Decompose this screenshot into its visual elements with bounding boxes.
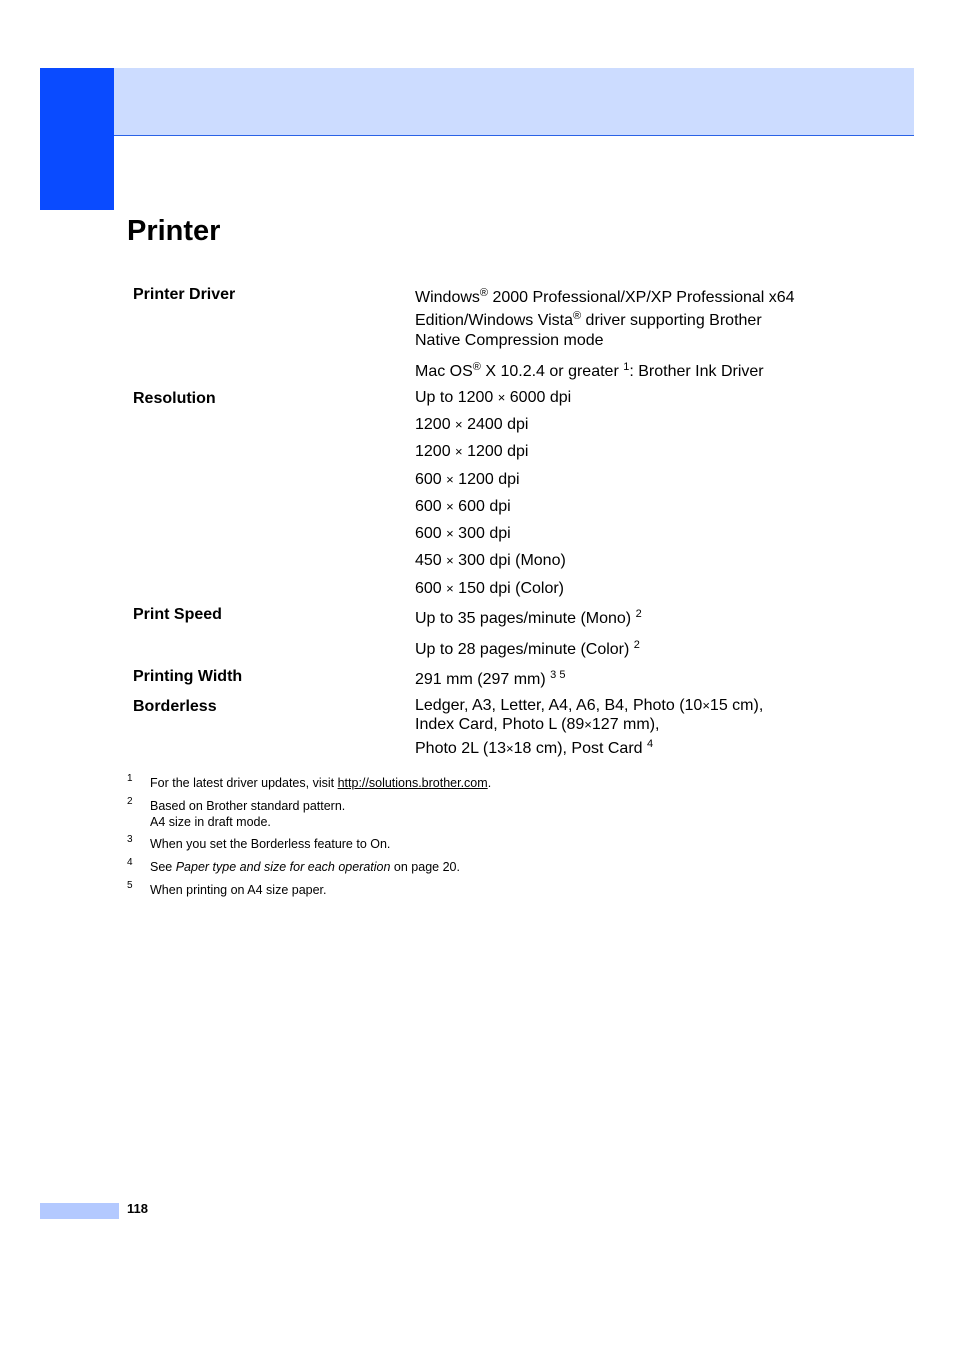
resolution-b: 300 dpi xyxy=(453,525,511,542)
footnote-2-line2: A4 size in draft mode. xyxy=(150,815,271,829)
footnote-ref: 4 xyxy=(647,738,654,750)
footnote-5: When printing on A4 size paper. xyxy=(150,883,327,897)
resolution-a: 600 xyxy=(415,498,447,515)
windows-versions-text: 2000 Professional/XP/XP Professional x64 xyxy=(488,289,795,306)
registered-mark: ® xyxy=(573,310,582,322)
resolution-row xyxy=(415,388,571,407)
page-title: Printer xyxy=(127,215,221,247)
borderless-text: 127 mm), xyxy=(591,716,660,733)
mac-driver-text: : Brother Ink Driver xyxy=(629,363,764,380)
footnote-text: on page 20. xyxy=(390,860,460,874)
resolution-b: 150 dpi (Color) xyxy=(453,580,565,597)
spec-label-printing-width: Printing Width xyxy=(133,668,243,685)
borderless-text: Photo 2L (13 xyxy=(415,740,507,757)
printer-driver-windows-line1 xyxy=(415,288,795,307)
times-sign: × xyxy=(446,472,454,487)
spec-label-resolution: Resolution xyxy=(133,390,216,407)
footnote-ref: 3 5 xyxy=(550,669,566,681)
footnote-ref: 2 xyxy=(633,639,640,651)
chapter-tab xyxy=(40,68,114,210)
footnote-3: When you set the Borderless feature to On. xyxy=(150,837,391,851)
resolution-row xyxy=(415,579,564,598)
resolution-b: 1200 dpi xyxy=(453,471,520,488)
borderless-line2 xyxy=(415,715,659,734)
times-sign: × xyxy=(455,444,463,459)
resolution-row xyxy=(415,470,520,489)
header-band xyxy=(114,68,914,136)
borderless-text: 18 cm), Post Card xyxy=(513,740,647,757)
mac-os-text: Mac OS xyxy=(415,363,473,380)
spec-label-printer-driver: Printer Driver xyxy=(133,286,236,303)
resolution-b: 6000 dpi xyxy=(505,389,572,406)
footer-bar xyxy=(40,1203,119,1219)
resolution-row xyxy=(415,551,566,570)
print-speed-mono-text: Up to 35 pages/minute (Mono) xyxy=(415,610,636,627)
footnote-number: 3 xyxy=(127,834,133,845)
times-sign: × xyxy=(584,717,592,732)
resolution-row xyxy=(415,497,511,516)
printer-driver-windows-line2 xyxy=(415,311,762,330)
registered-mark: ® xyxy=(472,361,481,373)
borderless-text: 15 cm), xyxy=(709,697,764,714)
borderless-line1 xyxy=(415,696,763,715)
printer-driver-windows-line3: Native Compression mode xyxy=(415,332,604,349)
resolution-row xyxy=(415,442,528,461)
times-sign: × xyxy=(446,526,454,541)
print-speed-color-text: Up to 28 pages/minute (Color) xyxy=(415,641,634,658)
spec-label-borderless: Borderless xyxy=(133,698,217,715)
resolution-a: 600 xyxy=(415,471,447,488)
vista-text: Edition/Windows Vista xyxy=(415,312,573,329)
footnote-2-line1: Based on Brother standard pattern. xyxy=(150,799,346,813)
footnote-1 xyxy=(150,775,491,791)
printing-width-value xyxy=(415,670,565,689)
footnote-number: 5 xyxy=(127,880,133,891)
footnote-text: . xyxy=(487,776,492,790)
footnote-number: 2 xyxy=(127,796,133,807)
footnote-text: See xyxy=(150,860,176,874)
resolution-a: 600 xyxy=(415,580,447,597)
printer-driver-mac-line xyxy=(415,362,764,381)
resolution-a: 600 xyxy=(415,525,447,542)
borderless-line3 xyxy=(415,739,653,758)
resolution-a: Up to 1200 xyxy=(415,389,498,406)
times-sign: × xyxy=(506,741,514,756)
footnote-number: 1 xyxy=(127,773,133,784)
solutions-link[interactable]: http://solutions.brother.com xyxy=(337,776,488,790)
resolution-row xyxy=(415,524,511,543)
resolution-row xyxy=(415,415,528,434)
print-speed-color xyxy=(415,640,640,659)
resolution-b: 600 dpi xyxy=(453,498,511,515)
times-sign: × xyxy=(446,499,454,514)
times-sign: × xyxy=(497,390,506,405)
resolution-a: 1200 xyxy=(415,416,456,433)
resolution-b: 300 dpi (Mono) xyxy=(453,552,566,569)
times-sign: × xyxy=(455,417,463,432)
footnote-number: 4 xyxy=(127,857,133,868)
printing-width-text: 291 mm (297 mm) xyxy=(415,671,551,688)
resolution-a: 450 xyxy=(415,552,447,569)
footnote-text: For the latest driver updates, visit xyxy=(150,776,338,790)
footnote-4 xyxy=(150,859,460,875)
borderless-text: Index Card, Photo L (89 xyxy=(415,716,585,733)
footnote-ref: 2 xyxy=(635,608,642,620)
mac-version-text: X 10.2.4 or greater xyxy=(480,363,624,380)
times-sign: × xyxy=(702,698,710,713)
registered-mark: ® xyxy=(479,287,489,299)
footnote-ref: 1 xyxy=(623,361,630,373)
cross-reference: Paper type and size for each operation xyxy=(175,860,391,874)
print-speed-mono xyxy=(415,609,642,628)
resolution-a: 1200 xyxy=(415,443,456,460)
page-number: 118 xyxy=(127,1201,148,1216)
times-sign: × xyxy=(446,581,454,596)
windows-text: Windows xyxy=(415,289,480,306)
borderless-text: Ledger, A3, Letter, A4, A6, B4, Photo (10 xyxy=(415,697,703,714)
resolution-b: 1200 dpi xyxy=(462,443,529,460)
spec-label-print-speed: Print Speed xyxy=(133,606,222,623)
resolution-b: 2400 dpi xyxy=(462,416,529,433)
times-sign: × xyxy=(446,553,454,568)
driver-support-text: driver supporting Brother xyxy=(581,312,762,329)
